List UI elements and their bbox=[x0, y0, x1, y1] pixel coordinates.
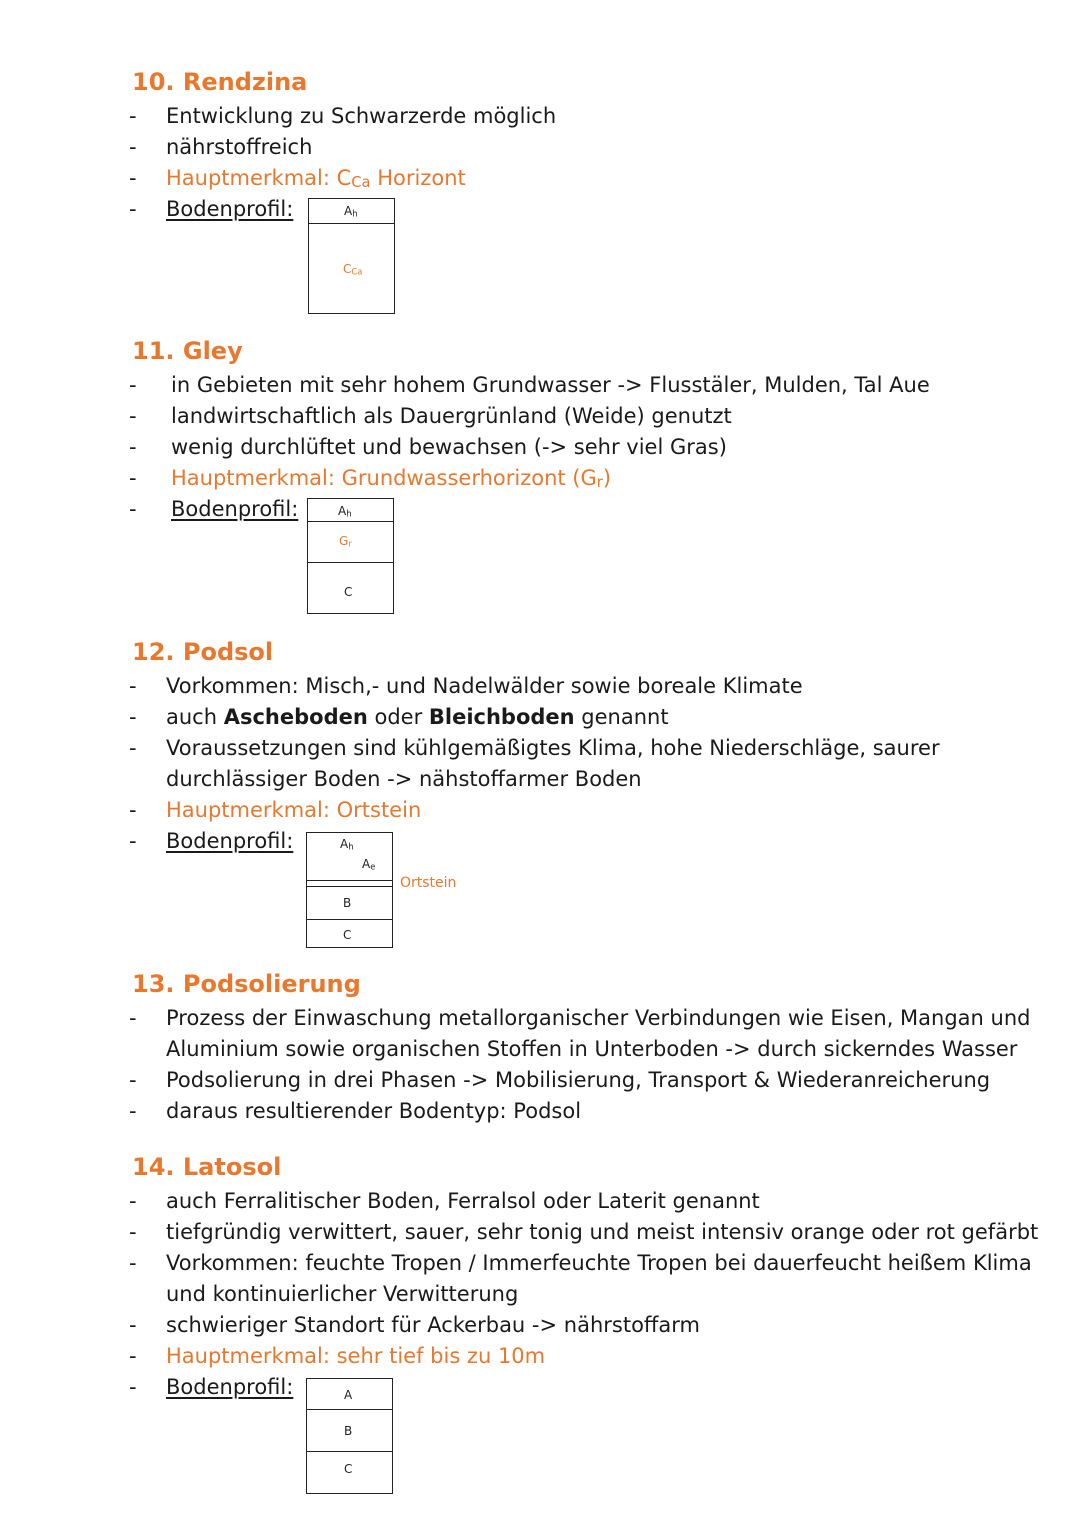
soil-profile-diagram bbox=[308, 198, 395, 314]
list-item: Entwicklung zu Schwarzerde möglich bbox=[166, 104, 557, 128]
bullet-dash: - bbox=[129, 736, 137, 760]
hauptmerkmal: Hauptmerkmal: $C_{Ca}$ Horizont bbox=[166, 166, 466, 192]
list-item: landwirtschaftlich als Dauergrünland (Weide) genutzt bbox=[171, 404, 732, 428]
horizon-label: A bbox=[344, 1388, 353, 1402]
bullet-dash: - bbox=[129, 466, 137, 490]
horizon-label: $A_h$ bbox=[338, 504, 352, 519]
list-item: schwieriger Standort für Ackerbau -> nährstoffarm bbox=[166, 1313, 700, 1337]
hauptmerkmal: Hauptmerkmal: Ortstein bbox=[166, 798, 422, 822]
bullet-dash: - bbox=[129, 829, 137, 853]
bullet-dash: - bbox=[129, 1189, 137, 1213]
section-title: 10. Rendzina bbox=[132, 68, 308, 96]
bullet-dash: - bbox=[129, 1068, 137, 1092]
bullet-dash: - bbox=[129, 166, 137, 190]
hauptmerkmal: Hauptmerkmal: Grundwasserhorizont $(G_r)$ bbox=[171, 466, 612, 492]
horizon-divider bbox=[309, 223, 394, 224]
list-item-continuation: Aluminium sowie organischen Stoffen in Unterboden -> durch sickerndes Wasser bbox=[166, 1037, 1018, 1061]
bullet-dash: - bbox=[129, 1344, 137, 1368]
horizon-label: C bbox=[344, 1462, 353, 1476]
section-title: 14. Latosol bbox=[132, 1153, 282, 1181]
horizon-label: $C_{Ca}$ bbox=[343, 262, 363, 277]
bullet-dash: - bbox=[129, 1251, 137, 1275]
horizon-divider bbox=[307, 880, 392, 881]
list-item-continuation: und kontinuierlicher Verwitterung bbox=[166, 1282, 519, 1306]
section-title: 11. Gley bbox=[132, 337, 243, 365]
list-item: in Gebieten mit sehr hohem Grundwasser -> Flusstäler, Mulden, Tal Aue bbox=[171, 373, 930, 397]
list-item: tiefgründig verwittert, sauer, sehr tonig und meist intensiv orange oder rot gefärbt bbox=[166, 1220, 1039, 1244]
list-item: Podsolierung in drei Phasen -> Mobilisierung, Transport & Wiederanreicherung bbox=[166, 1068, 991, 1092]
bullet-dash: - bbox=[129, 197, 137, 221]
soil-profile-diagram bbox=[306, 1378, 393, 1494]
list-item: auch Ferralitischer Boden, Ferralsol oder Laterit genannt bbox=[166, 1189, 760, 1213]
list-item: nährstoffreich bbox=[166, 135, 313, 159]
bodenprofil-label: Bodenprofil: bbox=[166, 829, 294, 853]
bullet-dash: - bbox=[129, 373, 137, 397]
horizon-divider bbox=[307, 1451, 392, 1452]
list-item: daraus resultierender Bodentyp: Podsol bbox=[166, 1099, 582, 1123]
bodenprofil-label: Bodenprofil: bbox=[166, 197, 294, 221]
horizon-divider bbox=[307, 919, 392, 920]
bullet-dash: - bbox=[129, 705, 137, 729]
bullet-dash: - bbox=[129, 497, 137, 521]
horizon-label: B bbox=[344, 1424, 353, 1438]
bullet-dash: - bbox=[129, 1313, 137, 1337]
bullet-dash: - bbox=[129, 1099, 137, 1123]
horizon-label: $G_r$ bbox=[339, 534, 352, 549]
horizon-divider bbox=[308, 562, 393, 563]
bullet-dash: - bbox=[129, 1375, 137, 1399]
bullet-dash: - bbox=[129, 435, 137, 459]
horizon-label: $A_h$ bbox=[340, 837, 354, 852]
bullet-dash: - bbox=[129, 798, 137, 822]
list-item: Prozess der Einwaschung metallorganischer Verbindungen wie Eisen, Mangan und bbox=[166, 1006, 1031, 1030]
horizon-divider bbox=[308, 521, 393, 522]
list-item: Vorkommen: feuchte Tropen / Immerfeuchte Tropen bei dauerfeucht heißem Klima bbox=[166, 1251, 1032, 1275]
bullet-dash: - bbox=[129, 1220, 137, 1244]
section-title: 13. Podsolierung bbox=[132, 970, 361, 998]
horizon-label: C bbox=[343, 928, 352, 942]
horizon-divider bbox=[307, 1409, 392, 1410]
list-item: wenig durchlüftet und bewachsen (-> sehr viel Gras) bbox=[171, 435, 727, 459]
bullet-dash: - bbox=[129, 674, 137, 698]
bullet-dash: - bbox=[129, 104, 137, 128]
horizon-label: $A_e$ bbox=[362, 857, 376, 872]
horizon-label: C bbox=[344, 585, 353, 599]
list-item: Voraussetzungen sind kühlgemäßigtes Klima, hohe Niederschläge, saurer bbox=[166, 736, 940, 760]
bodenprofil-label: Bodenprofil: bbox=[166, 1375, 294, 1399]
list-item: Vorkommen: Misch,- und Nadelwälder sowie boreale Klimate bbox=[166, 674, 803, 698]
ortstein-annotation: Ortstein bbox=[400, 875, 457, 891]
soil-profile-diagram bbox=[306, 832, 393, 948]
list-item: auch Ascheboden oder Bleichboden genannt bbox=[166, 705, 669, 729]
bullet-dash: - bbox=[129, 1006, 137, 1030]
bodenprofil-label: Bodenprofil: bbox=[171, 497, 299, 521]
ortstein-divider bbox=[307, 886, 392, 887]
bullet-dash: - bbox=[129, 404, 137, 428]
list-item-continuation: durchlässiger Boden -> nähstoffarmer Boden bbox=[166, 767, 642, 791]
horizon-label: $A_h$ bbox=[344, 204, 358, 219]
horizon-label: B bbox=[343, 896, 352, 910]
hauptmerkmal: Hauptmerkmal: sehr tief bis zu 10m bbox=[166, 1344, 546, 1368]
section-title: 12. Podsol bbox=[132, 638, 274, 666]
soil-profile-diagram bbox=[307, 498, 394, 614]
bullet-dash: - bbox=[129, 135, 137, 159]
